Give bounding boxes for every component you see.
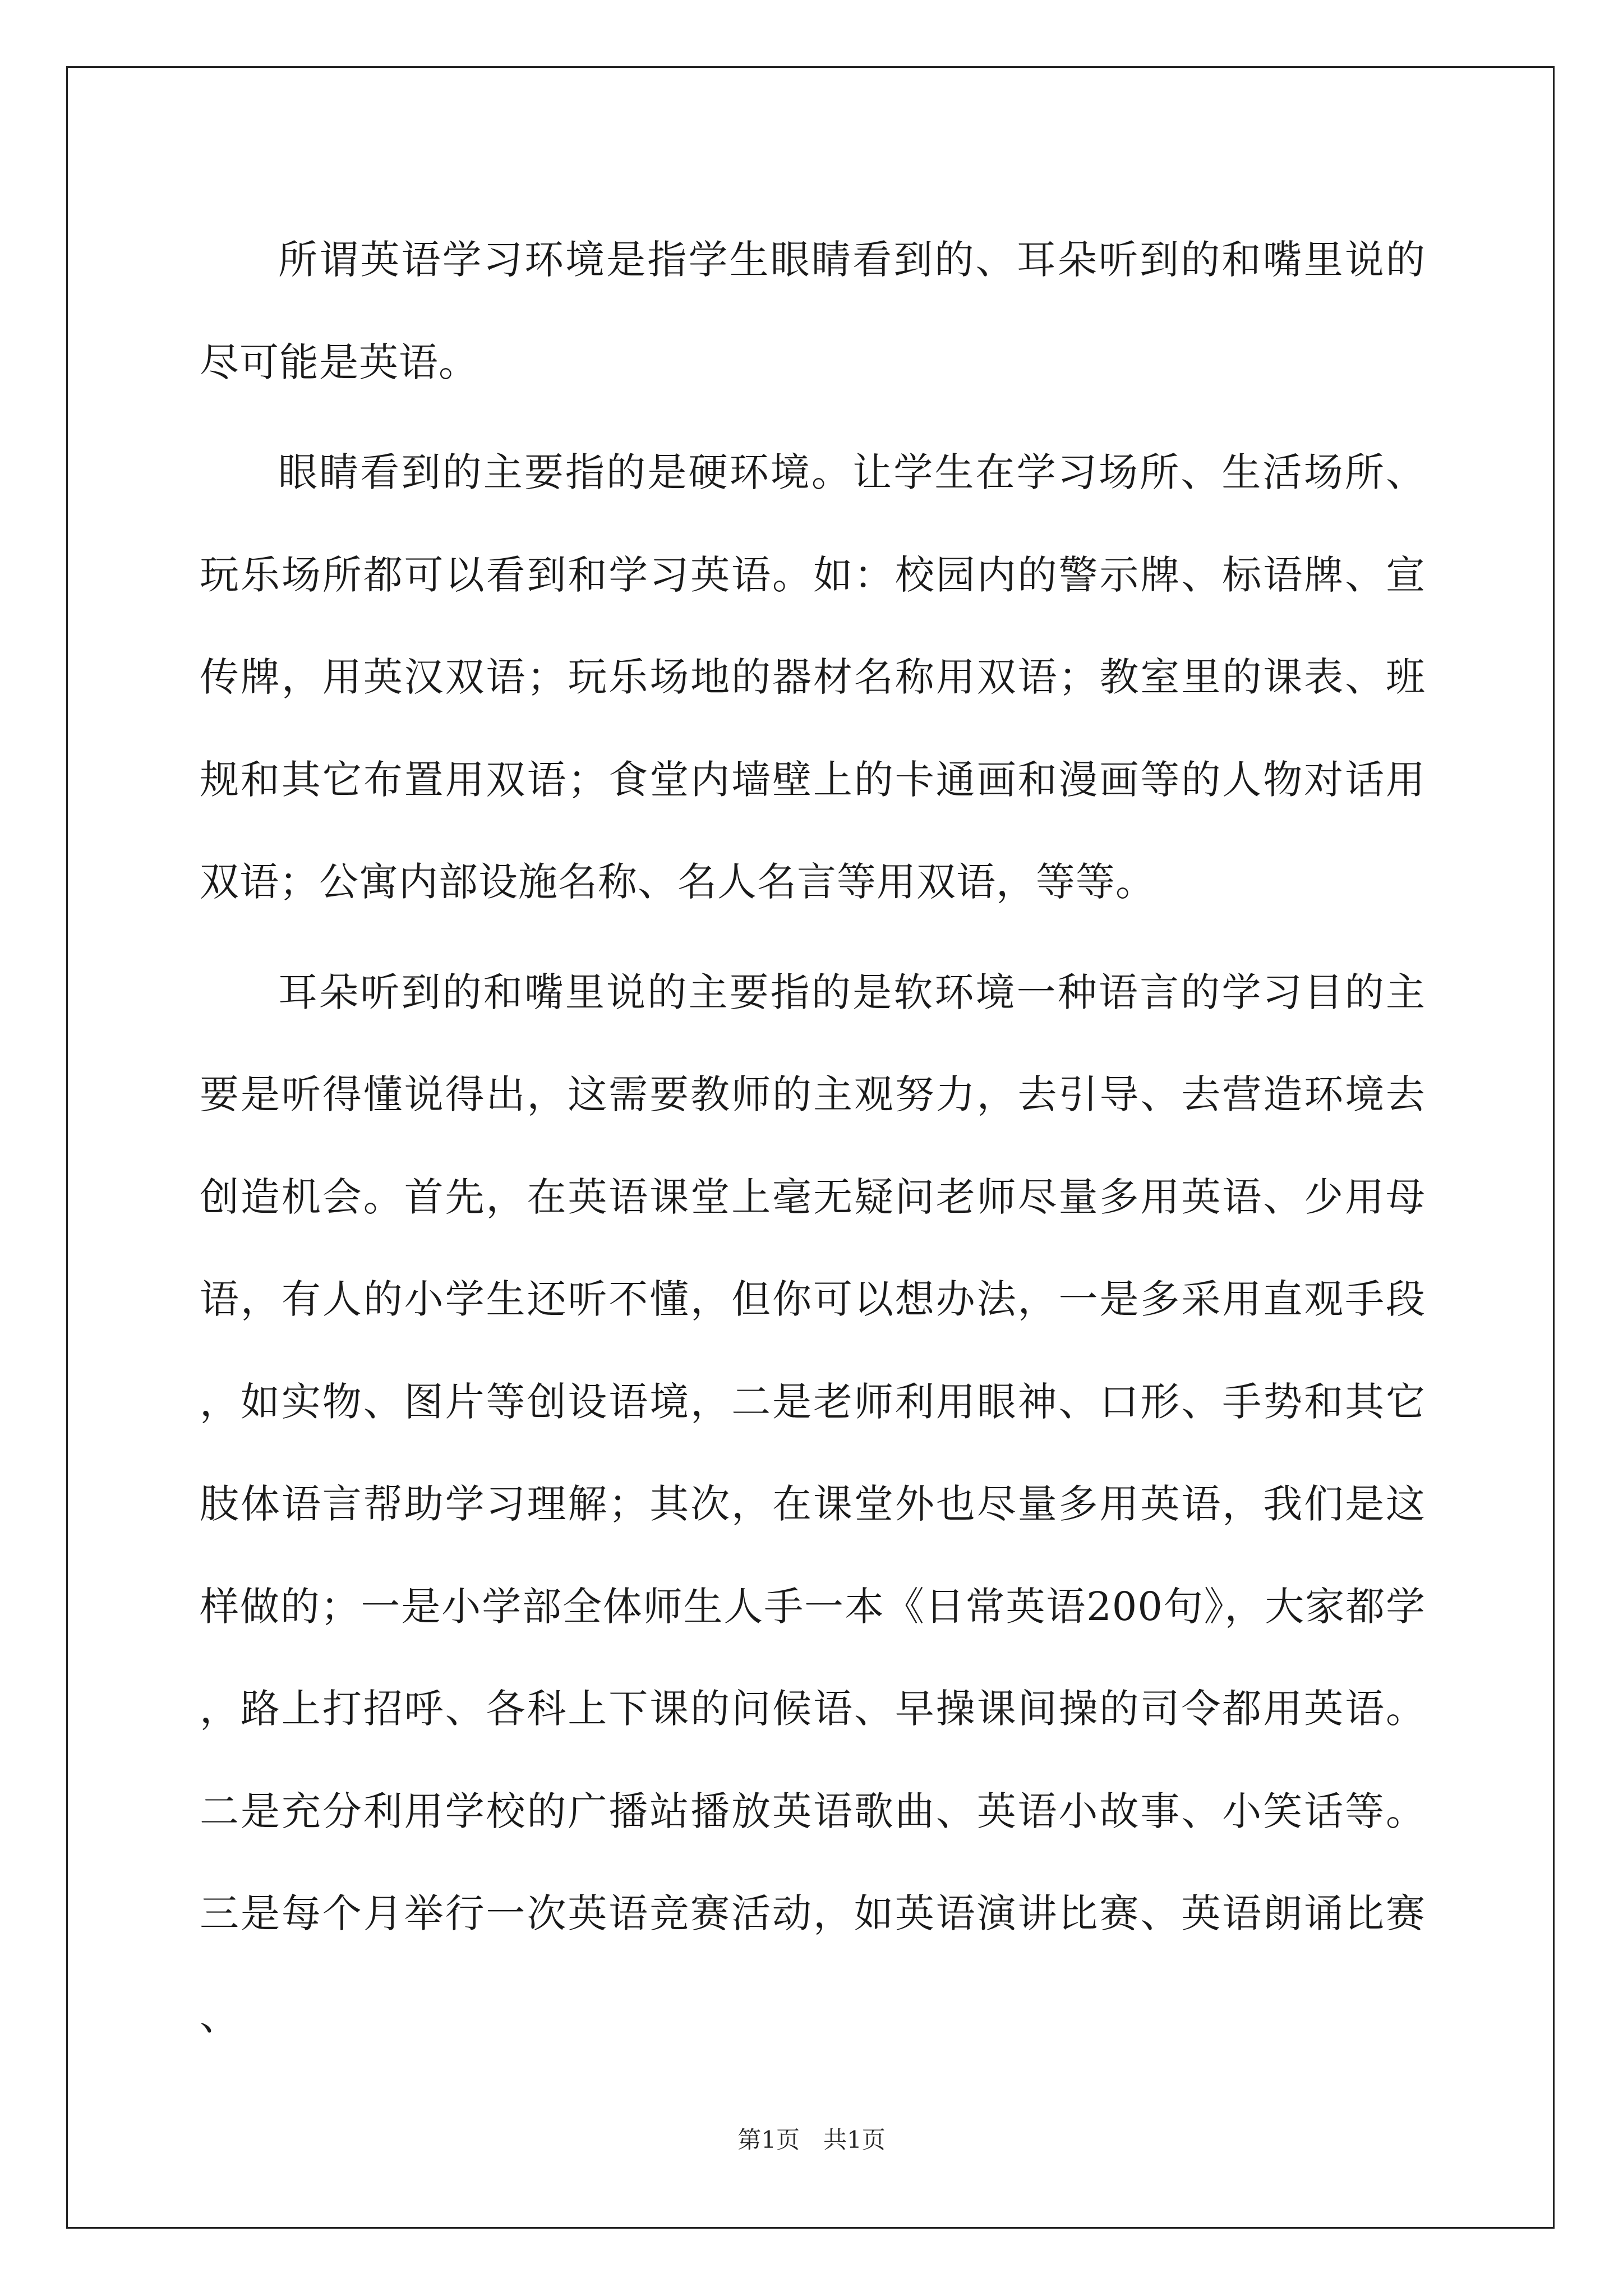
paragraph-intro: 所谓英语学习环境是指学生眼睛看到的、耳朵听到的和嘴里说的尽可能是英语。 [200,237,1426,385]
paragraph-hard-environment: 眼睛看到的主要指的是硬环境。让学生在学习场所、生活场所、玩乐场所都可以看到和学习英语。如：校园内的警示牌、标语牌、宣传牌，用英汉双语；玩乐场地的器材名称用双语；教室里的课表、班规和其它布置用双语；食堂内墙壁上的卡通画和漫画等的人物对话用双语；公寓内部设施名称、名人名言等用双语，等等。 [200,449,1426,905]
page-footer: 第1页 共1页 [737,2126,886,2154]
document-body [200,209,1426,2075]
paragraph-soft-environment: 耳朵听到的和嘴里说的主要指的是软环境一种语言的学习目的主要是听得懂说得出，这需要教师的主观努力，去引导、去营造环境去创造机会。首先，在英语课堂上毫无疑问老师尽量多用英语、少用母语，有人的小学生还听不懂，但你可以想办法，一是多采用直观手段，如实物、图片等创设语境，二是老师利用眼神、口形、手势和其它肢体语言帮助学习理解；其次，在课堂外也尽量多用英语，我们是这样做的；一是小学部全体师生人手一本《日常英语200句》，大家都学，路上打招呼、各科上下课的问候语、早操课间操的司令都用英语。二是充分利用学校的广播站播放英语歌曲、英语小故事、小笑话等。三是每个月举行一次英语竞赛活动，如英语演讲比赛、英语朗诵比赛、 [200,969,1426,2039]
